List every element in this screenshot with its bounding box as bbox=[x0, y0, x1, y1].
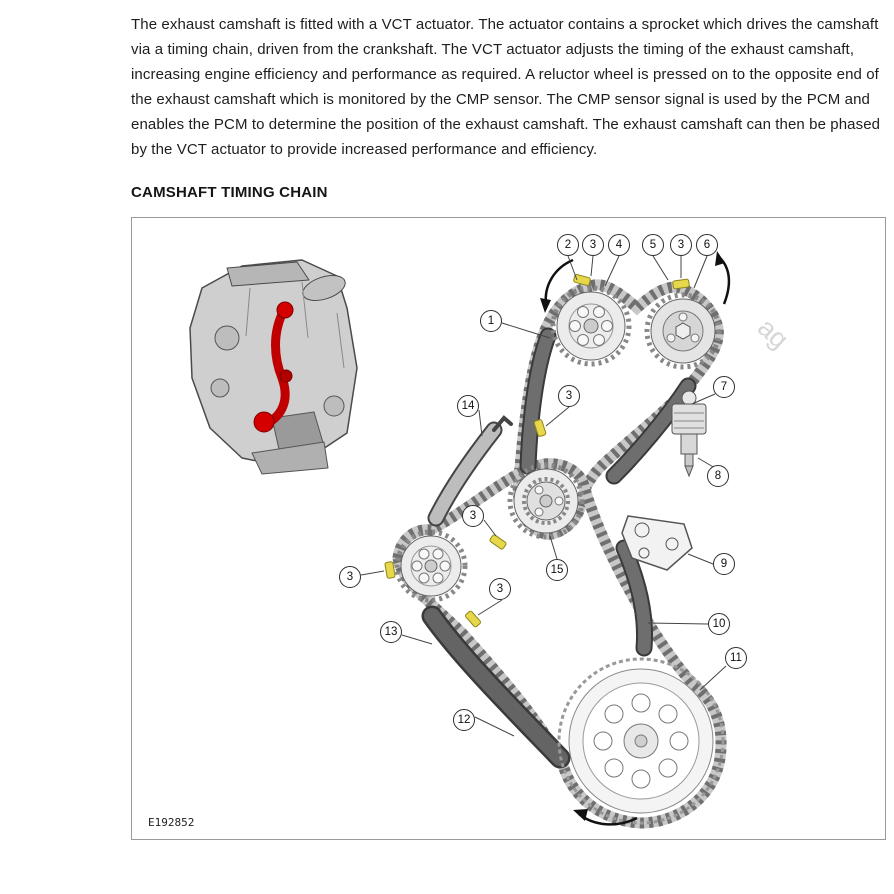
callout: 8 bbox=[707, 465, 729, 487]
figure-box bbox=[131, 217, 886, 840]
callout: 3 bbox=[558, 385, 580, 407]
timing-chain-diagram bbox=[132, 218, 885, 839]
camshaft-sprocket-left bbox=[553, 288, 629, 364]
callout: 14 bbox=[457, 395, 479, 417]
callout: 10 bbox=[708, 613, 730, 635]
vct-actuator-sprocket bbox=[647, 295, 719, 367]
callout: 1 bbox=[480, 310, 502, 332]
callout: 11 bbox=[725, 647, 747, 669]
section-heading: CAMSHAFT TIMING CHAIN bbox=[131, 184, 328, 201]
callout: 15 bbox=[546, 559, 568, 581]
callout: 4 bbox=[608, 234, 630, 256]
callout: 3 bbox=[339, 566, 361, 588]
watermark: ag bbox=[751, 312, 795, 355]
callout: 2 bbox=[557, 234, 579, 256]
callout: 7 bbox=[713, 376, 735, 398]
intro-paragraph: The exhaust camshaft is fitted with a VCT actuator. The actuator contains a sprocket which drives the camshaft via a timing chain, driven from the crankshaft. The VCT actuator adjusts the timing of the exhaust camshaft, increasing engine efficiency and performance as required. A reluctor wheel is pressed on to the opposite end of the exhaust camshaft which is monitored by the CMP sensor. The CMP sensor signal is used by the PCM and enables the PCM to determine the position of the exhaust camshaft. The exhaust camshaft can then be phased by the VCT actuator to provide increased performance and efficiency. bbox=[131, 16, 881, 158]
vct-solenoid bbox=[672, 391, 706, 476]
callout: 5 bbox=[642, 234, 664, 256]
callout: 3 bbox=[582, 234, 604, 256]
callout: 3 bbox=[462, 505, 484, 527]
callout: 3 bbox=[670, 234, 692, 256]
callout: 6 bbox=[696, 234, 718, 256]
callout: 13 bbox=[380, 621, 402, 643]
lower-sprocket bbox=[397, 532, 465, 600]
crankshaft-pulley bbox=[559, 659, 723, 823]
callout: 9 bbox=[713, 553, 735, 575]
page-content bbox=[131, 0, 888, 840]
figure-id: E192852 bbox=[148, 816, 195, 829]
engine-thumbnail-illustration bbox=[190, 260, 357, 474]
callout: 12 bbox=[453, 709, 475, 731]
callout: 3 bbox=[489, 578, 511, 600]
intermediate-sprocket bbox=[510, 465, 582, 537]
